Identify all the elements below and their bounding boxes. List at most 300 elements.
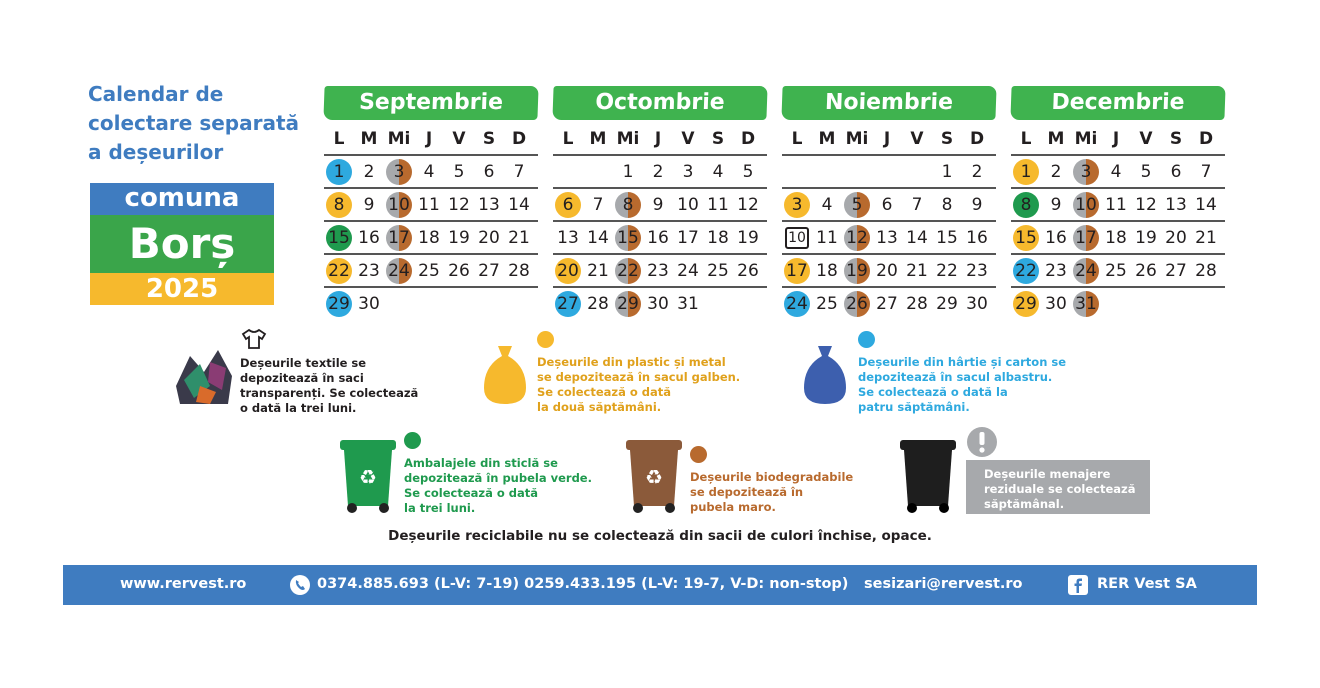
day-cell [1041, 189, 1071, 220]
day-number: 27 [478, 260, 500, 281]
day-number: 12 [737, 194, 759, 215]
info-line: Ambalajele din sticlă se [404, 456, 558, 470]
weekday-label: V [681, 129, 695, 149]
day-number: 18 [707, 227, 729, 248]
weekday-label: V [910, 129, 924, 149]
weekday-label: S [711, 129, 725, 149]
day-cell [324, 189, 354, 220]
month-2 [782, 86, 996, 319]
week-row [553, 255, 767, 288]
day-number: 27 [1165, 260, 1187, 281]
badge-year: 2025 [90, 273, 274, 305]
exclamation-icon [966, 426, 998, 458]
day-cell [932, 189, 962, 220]
day-cell [1191, 189, 1221, 220]
weekday-label: Mi [616, 129, 640, 149]
day-cell [932, 288, 962, 319]
day-cell [1011, 222, 1041, 253]
day-number: 14 [508, 194, 530, 215]
month-0 [324, 86, 538, 319]
weekday-label: L [1020, 129, 1032, 149]
day-cell [932, 156, 962, 187]
day-number: 25 [1105, 260, 1127, 281]
black-bin-icon [898, 438, 958, 514]
facebook-link[interactable]: RER Vest SA [1097, 576, 1197, 592]
day-number: 19 [844, 258, 870, 284]
day-cell [1041, 222, 1071, 253]
info-line: Se colectează o dată la [858, 385, 1008, 399]
day-cell [354, 222, 384, 253]
day-number: 30 [966, 293, 988, 314]
day-cell [1131, 222, 1161, 253]
day-number: 1 [622, 161, 634, 182]
day-number: 3 [386, 159, 412, 185]
day-cell [553, 222, 583, 253]
day-number: 30 [647, 293, 669, 314]
day-number [844, 159, 870, 185]
weekday-label: Mi [1074, 129, 1098, 149]
week-row [1011, 189, 1225, 222]
day-cell [444, 288, 474, 319]
day-number: 29 [936, 293, 958, 314]
day-number: 25 [707, 260, 729, 281]
day-number: 3 [1073, 159, 1099, 185]
day-number [1193, 291, 1219, 317]
email-link[interactable]: sesizari@rervest.ro [864, 576, 1023, 592]
week-row [324, 255, 538, 288]
day-cell [872, 222, 902, 253]
day-number: 23 [647, 260, 669, 281]
day-cell [613, 189, 643, 220]
day-cell [583, 255, 613, 286]
title-line: Calendar de [88, 82, 224, 106]
week-row [1011, 255, 1225, 288]
day-number: 6 [881, 194, 893, 215]
day-number: 11 [418, 194, 440, 215]
day-cell [504, 189, 534, 220]
day-cell [872, 255, 902, 286]
day-number: 26 [1135, 260, 1157, 281]
day-cell [583, 222, 613, 253]
day-number: 5 [844, 192, 870, 218]
day-cell [812, 156, 842, 187]
day-number: 9 [971, 194, 983, 215]
weekday-label: J [654, 129, 662, 149]
day-cell [613, 222, 643, 253]
calendar-title [88, 80, 328, 167]
day-cell [782, 255, 812, 286]
day-cell [902, 288, 932, 319]
day-cell [643, 222, 673, 253]
month-name: Septembrie [323, 86, 538, 120]
week-row [1011, 156, 1225, 189]
week-row [1011, 288, 1225, 319]
week-row [782, 255, 996, 288]
day-cell [583, 189, 613, 220]
phone-numbers[interactable]: 0374.885.693 (L-V: 7-19) 0259.433.195 (L-V: 19-7, V-D: non-stop) [317, 576, 849, 592]
day-number: 24 [386, 258, 412, 284]
day-cell [553, 189, 583, 220]
day-number: 2 [971, 161, 983, 182]
day-cell [553, 288, 583, 319]
week-row [324, 222, 538, 255]
day-cell [474, 288, 504, 319]
info-line: depozitează în pubela verde. [404, 471, 592, 485]
day-cell [414, 189, 444, 220]
day-cell [414, 255, 444, 286]
day-number: 14 [1195, 194, 1217, 215]
yellow-bag-icon [478, 342, 532, 406]
weekday-header [1011, 124, 1225, 156]
brown-dot [690, 446, 707, 463]
day-number: 16 [358, 227, 380, 248]
month-name: Noiembrie [781, 86, 996, 120]
day-number: 8 [941, 194, 953, 215]
day-cell [782, 288, 812, 319]
day-cell [1011, 156, 1041, 187]
day-number: 23 [966, 260, 988, 281]
day-cell [1071, 222, 1101, 253]
day-number: 23 [1045, 260, 1067, 281]
day-cell [1131, 288, 1161, 319]
day-number: 2 [363, 161, 375, 182]
day-number: 5 [1140, 161, 1152, 182]
badge-comuna: comuna [90, 183, 274, 215]
day-number: 7 [911, 194, 923, 215]
day-cell [1101, 255, 1131, 286]
day-cell [1011, 288, 1041, 319]
day-number: 21 [1195, 227, 1217, 248]
textile-pile-icon [170, 346, 240, 408]
day-number: 23 [358, 260, 380, 281]
day-cell [1161, 255, 1191, 286]
day-number: 29 [1013, 291, 1039, 317]
day-number [705, 291, 731, 317]
month-3 [1011, 86, 1225, 319]
day-number: 25 [816, 293, 838, 314]
day-cell [613, 288, 643, 319]
day-cell [613, 156, 643, 187]
day-number: 9 [363, 194, 375, 215]
day-number: 30 [358, 293, 380, 314]
day-cell [1071, 189, 1101, 220]
day-cell [354, 156, 384, 187]
day-number: 29 [615, 291, 641, 317]
day-number: 12 [448, 194, 470, 215]
info-line: Deșeurile menajere [984, 467, 1111, 481]
weekday-label: L [791, 129, 803, 149]
day-number: 5 [453, 161, 465, 182]
day-cell [962, 156, 992, 187]
day-number: 9 [652, 194, 664, 215]
day-number: 17 [784, 258, 810, 284]
day-number: 18 [1105, 227, 1127, 248]
day-cell [1041, 255, 1071, 286]
day-cell [1101, 222, 1131, 253]
info-line: Deșeurile din plastic și metal [537, 355, 726, 369]
day-number: 7 [1200, 161, 1212, 182]
day-cell [384, 255, 414, 286]
day-number: 18 [816, 260, 838, 281]
day-number [1103, 291, 1129, 317]
day-number: 3 [784, 192, 810, 218]
day-number: 15 [1013, 225, 1039, 251]
day-number: 11 [1105, 194, 1127, 215]
day-cell [673, 255, 703, 286]
day-number: 8 [615, 192, 641, 218]
day-number: 4 [712, 161, 724, 182]
day-cell [782, 156, 812, 187]
week-row [553, 288, 767, 319]
day-cell [962, 255, 992, 286]
svg-text:♻: ♻ [359, 465, 377, 489]
day-cell [962, 288, 992, 319]
day-cell [842, 156, 872, 187]
day-number: 13 [557, 227, 579, 248]
commune-badge [90, 183, 274, 305]
day-cell [1161, 189, 1191, 220]
day-cell [733, 189, 763, 220]
day-number [506, 291, 532, 317]
day-cell [553, 156, 583, 187]
info-line: la două săptămâni. [537, 400, 662, 414]
day-number: 21 [587, 260, 609, 281]
day-cell [1071, 288, 1101, 319]
day-number: 22 [1013, 258, 1039, 284]
day-number [814, 159, 840, 185]
day-cell [1101, 156, 1131, 187]
day-number: 20 [478, 227, 500, 248]
week-row [782, 156, 996, 189]
day-cell [932, 222, 962, 253]
info-line: la trei luni. [404, 501, 476, 515]
residual-info [984, 467, 1135, 512]
day-number: 24 [677, 260, 699, 281]
day-number: 7 [592, 194, 604, 215]
info-line: Deșeurile din hârtie și carton se [858, 355, 1067, 369]
day-number: 9 [1050, 194, 1062, 215]
day-number [874, 159, 900, 185]
day-number: 28 [587, 293, 609, 314]
day-cell [1191, 255, 1221, 286]
day-number: 14 [906, 227, 928, 248]
phone-icon [289, 574, 311, 596]
day-cell [504, 222, 534, 253]
day-cell [782, 222, 812, 253]
day-number: 10 [386, 192, 412, 218]
day-cell [504, 156, 534, 187]
weekday-label: S [1169, 129, 1183, 149]
tshirt-icon [241, 328, 267, 350]
info-line: o dată la trei luni. [240, 401, 357, 415]
day-cell [504, 255, 534, 286]
day-number [904, 159, 930, 185]
day-number: 28 [906, 293, 928, 314]
day-number [735, 291, 761, 317]
month-1 [553, 86, 767, 319]
weekday-label: M [1047, 129, 1065, 149]
weekday-label: D [511, 129, 527, 149]
day-cell [673, 189, 703, 220]
day-number [555, 159, 581, 185]
day-cell [324, 222, 354, 253]
day-number: 10 [1073, 192, 1099, 218]
day-cell [842, 288, 872, 319]
day-cell [842, 255, 872, 286]
day-cell [1191, 156, 1221, 187]
day-cell [1041, 288, 1071, 319]
day-number: 13 [1165, 194, 1187, 215]
day-cell [1101, 189, 1131, 220]
day-number: 4 [821, 194, 833, 215]
day-number: 15 [326, 225, 352, 251]
info-line: transparenți. Se colectează [240, 386, 419, 400]
day-number: 27 [555, 291, 581, 317]
day-number: 12 [1135, 194, 1157, 215]
weekday-label: S [482, 129, 496, 149]
weekday-label: J [1112, 129, 1120, 149]
day-cell [812, 222, 842, 253]
month-name: Decembrie [1010, 86, 1225, 120]
weekday-header [553, 124, 767, 156]
day-number [1133, 291, 1159, 317]
day-number: 8 [326, 192, 352, 218]
day-number: 24 [1073, 258, 1099, 284]
day-number: 1 [941, 161, 953, 182]
day-number [585, 159, 611, 185]
day-number: 13 [876, 227, 898, 248]
weekday-label: L [562, 129, 574, 149]
day-cell [812, 288, 842, 319]
week-row [553, 156, 767, 189]
day-cell [872, 189, 902, 220]
weekday-label: Mi [387, 129, 411, 149]
day-number: 6 [1170, 161, 1182, 182]
day-cell [872, 288, 902, 319]
bio-info [690, 470, 853, 515]
week-row [324, 156, 538, 189]
day-cell [643, 255, 673, 286]
day-cell [733, 255, 763, 286]
day-number [386, 291, 412, 317]
day-number: 5 [742, 161, 754, 182]
day-number: 28 [508, 260, 530, 281]
day-cell [1011, 189, 1041, 220]
week-row [782, 189, 996, 222]
info-line: depozitează în sacul albastru. [858, 370, 1053, 384]
day-cell [583, 288, 613, 319]
day-number: 6 [555, 192, 581, 218]
week-row [1011, 222, 1225, 255]
info-line: pubela maro. [690, 500, 776, 514]
day-number: 26 [737, 260, 759, 281]
day-cell [842, 222, 872, 253]
day-number: 28 [1195, 260, 1217, 281]
day-number: 15 [936, 227, 958, 248]
day-cell [1071, 255, 1101, 286]
day-cell [444, 222, 474, 253]
day-cell [782, 189, 812, 220]
green-dot [404, 432, 421, 449]
day-cell [872, 156, 902, 187]
day-cell [673, 222, 703, 253]
notice-text: Deșeurile reciclabile nu se colectează din sacii de culori închise, opace. [388, 528, 932, 544]
week-row [553, 222, 767, 255]
day-cell [474, 156, 504, 187]
week-row [324, 288, 538, 319]
day-cell [1161, 222, 1191, 253]
day-number: 11 [816, 227, 838, 248]
day-cell [583, 156, 613, 187]
day-number: 16 [1045, 227, 1067, 248]
plastic-info [537, 355, 740, 415]
day-number: 7 [513, 161, 525, 182]
day-number: 26 [844, 291, 870, 317]
day-cell [703, 288, 733, 319]
brown-bin-icon [624, 438, 684, 514]
day-number: 19 [1135, 227, 1157, 248]
day-cell [902, 222, 932, 253]
day-number [476, 291, 502, 317]
day-number: 1 [326, 159, 352, 185]
day-cell [1131, 189, 1161, 220]
day-cell [703, 189, 733, 220]
day-number: 22 [615, 258, 641, 284]
week-row [553, 189, 767, 222]
day-cell [354, 189, 384, 220]
day-cell [703, 255, 733, 286]
day-cell [1011, 255, 1041, 286]
glass-info [404, 456, 592, 516]
info-line: depozitează în saci [240, 371, 364, 385]
day-cell [703, 156, 733, 187]
day-number: 20 [555, 258, 581, 284]
day-number: 19 [737, 227, 759, 248]
day-number: 12 [844, 225, 870, 251]
day-number: 8 [1013, 192, 1039, 218]
day-number: 2 [1050, 161, 1062, 182]
weekday-label: J [425, 129, 433, 149]
title-line: colectare separată [88, 111, 300, 135]
svg-text:♻: ♻ [645, 465, 663, 489]
day-number: 22 [936, 260, 958, 281]
info-line: Deșeurile biodegradabile [690, 470, 854, 484]
week-row [324, 189, 538, 222]
day-cell [414, 288, 444, 319]
day-number: 13 [478, 194, 500, 215]
day-cell [733, 288, 763, 319]
facebook-icon [1067, 574, 1089, 596]
day-number: 3 [682, 161, 694, 182]
website-link[interactable]: www.rervest.ro [120, 576, 247, 592]
green-bin-icon [338, 438, 398, 514]
weekday-label: L [333, 129, 345, 149]
weekday-label: J [883, 129, 891, 149]
day-cell [384, 288, 414, 319]
day-number: 29 [326, 291, 352, 317]
weekday-label: V [1139, 129, 1153, 149]
day-cell [384, 222, 414, 253]
day-number: 2 [652, 161, 664, 182]
day-number: 10 [677, 194, 699, 215]
day-cell [1131, 156, 1161, 187]
day-cell [643, 156, 673, 187]
day-cell [902, 255, 932, 286]
info-line: reziduale se colectează [984, 482, 1136, 496]
textile-info [240, 356, 418, 416]
day-cell [1161, 156, 1191, 187]
day-cell [474, 189, 504, 220]
